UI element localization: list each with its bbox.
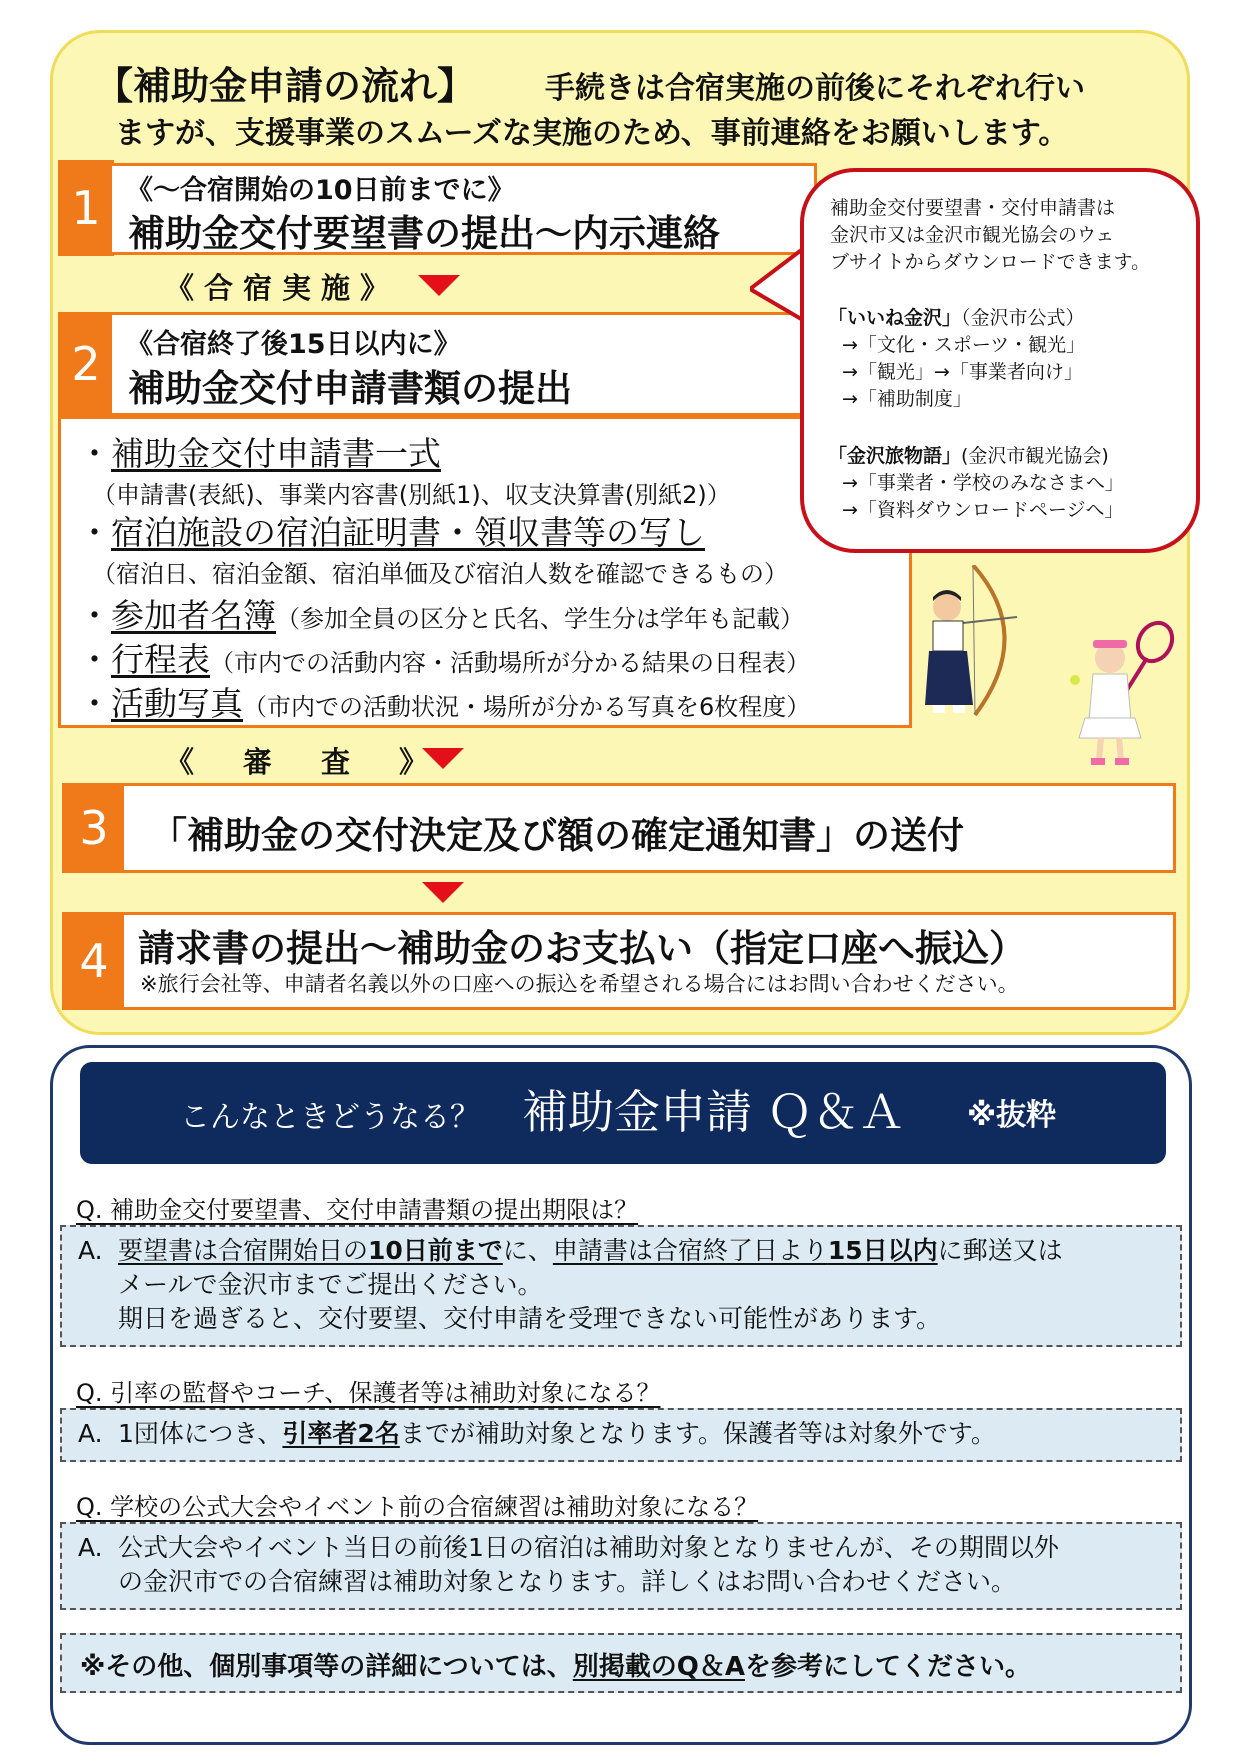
document-detail: （参加全員の区分と氏名、学生分は学年も記載） (276, 605, 804, 633)
document-detail: （申請書(表紙)、事業内容書(別紙1)、収支決算書(別紙2)） (92, 481, 731, 509)
qa-header-title: 補助金申請 Ｑ＆Ａ (522, 1085, 905, 1139)
document-item: ・補助金交付申請書一式 (78, 434, 441, 473)
step-2-timing: 《合宿終了後15日以内に》 (126, 329, 461, 360)
qa-answer-3: 公式大会やイベント当日の前後1日の宿泊は補助対象となりませんが、その期間以外 の金沢市での合宿練習は補助対象となります。詳しくはお問い合わせください。 (118, 1533, 1059, 1596)
flow-intro-line1: 手続きは合宿実施の前後にそれぞれ行い (545, 71, 1085, 106)
qa-question-3: Q. 学校の公式大会やイベント前の合宿練習は補助対象になる？ (76, 1493, 759, 1521)
bubble-intro: 補助金交付要望書・交付申請書は 金沢市又は金沢市観光協会のウェ ブサイトからダウンロードできます。 (830, 197, 1151, 273)
step-3-title: 「補助金の交付決定及び額の確定通知書」の送付 (150, 814, 964, 857)
qa-header-note: ※抜粋 (967, 1098, 1057, 1133)
arrow-down-icon (422, 748, 464, 769)
document-name: 宿泊施設の宿泊証明書・領収書等の写し (111, 513, 705, 552)
document-item: ・活動写真（市内での活動状況・場所が分かる写真を6枚程度） (78, 684, 811, 723)
document-name: 活動写真 (111, 684, 243, 723)
arrow-down-icon (422, 882, 464, 903)
qa-answer-1: 要望書は合宿開始日の10日前までに、申請書は合宿終了日より15日以内に郵送又は メールで金沢市までご提出ください。 期日を過ぎると、交付要望、交付申請を受理できない可能性があります。 (118, 1236, 1063, 1333)
step-4-title: 請求書の提出～補助金のお支払い（指定口座へ振込） (138, 927, 1026, 970)
step-3-number: 3 (62, 783, 126, 873)
arrow-down-icon (418, 275, 460, 296)
document-name: 行程表 (111, 640, 210, 679)
site-name-iine-kanazawa: 「いいね金沢」 (828, 307, 962, 329)
qa-answer-3-prefix: A. (78, 1533, 103, 1562)
phase-label-camp: 《合宿実施》 (165, 271, 400, 305)
step-2-title: 補助金交付申請書類の提出 (128, 367, 572, 410)
qa-answer-2-prefix: A. (78, 1419, 103, 1448)
site-name-kanazawa-tabimonogatari: 「金沢旅物語」 (828, 445, 962, 467)
document-name: 補助金交付申請書一式 (111, 434, 441, 473)
archer-illustration (925, 565, 1025, 725)
step-1-timing: 《～合宿開始の10日前までに》 (126, 175, 515, 206)
document-name: 参加者名簿 (111, 596, 276, 635)
qa-footer-link: 別掲載のQ＆A (572, 1652, 745, 1682)
document-item: ・参加者名簿（参加全員の区分と氏名、学生分は学年も記載） (78, 596, 804, 635)
document-detail: （市内での活動内容・活動場所が分かる結果の日程表） (210, 649, 810, 677)
qa-question-2: Q. 引率の監督やコーチ、保護者等は補助対象になる？ (76, 1379, 661, 1407)
document-item: ・宿泊施設の宿泊証明書・領収書等の写し (78, 513, 705, 552)
step-1-title: 補助金交付要望書の提出～内示連絡 (128, 212, 720, 255)
flow-intro-line2: ますが、支援事業のスムーズな実施のため、事前連絡をお願いします。 (115, 116, 1069, 151)
flow-title: 【補助金申請の流れ】 (95, 64, 476, 108)
step-1-number: 1 (58, 160, 114, 256)
step-4-note: ※旅行会社等、申請者名義以外の口座への振込を希望される場合にはお問い合わせください。 (140, 972, 1019, 996)
qa-answer-1-prefix: A. (78, 1236, 103, 1265)
bubble-site1: 「いいね金沢」（金沢市公式） →「文化・スポーツ・観光」 →「観光」→「事業者向け」 →「補助制度」 (828, 307, 1086, 410)
step-4-number: 4 (62, 912, 126, 1010)
qa-answer-2: 1団体につき、引率者2名までが補助対象となります。保護者等は対象外です。 (118, 1419, 996, 1448)
step-2-number: 2 (58, 312, 114, 416)
document-item: ・行程表（市内での活動内容・活動場所が分かる結果の日程表） (78, 640, 810, 679)
qa-footer-note: ※その他、個別事項等の詳細については、別掲載のQ＆Aを参考にしてください。 (80, 1652, 1032, 1682)
qa-question-1: Q. 補助金交付要望書、交付申請書類の提出期限は？ (76, 1196, 639, 1224)
document-detail: （市内での活動状況・場所が分かる写真を6枚程度） (243, 693, 811, 721)
document-detail: （宿泊日、宿泊金額、宿泊単価及び宿泊人数を確認できるもの） (92, 560, 788, 588)
qa-header-lead: こんなときどうなる？ (180, 1100, 480, 1135)
phase-label-review: 《 審 査 》 (165, 745, 439, 779)
tennis-player-illustration (1055, 620, 1185, 770)
bubble-site2: 「金沢旅物語」(金沢市観光協会) →「事業者・学校のみなさまへ」 →「資料ダウンロードページへ」 (828, 445, 1124, 521)
